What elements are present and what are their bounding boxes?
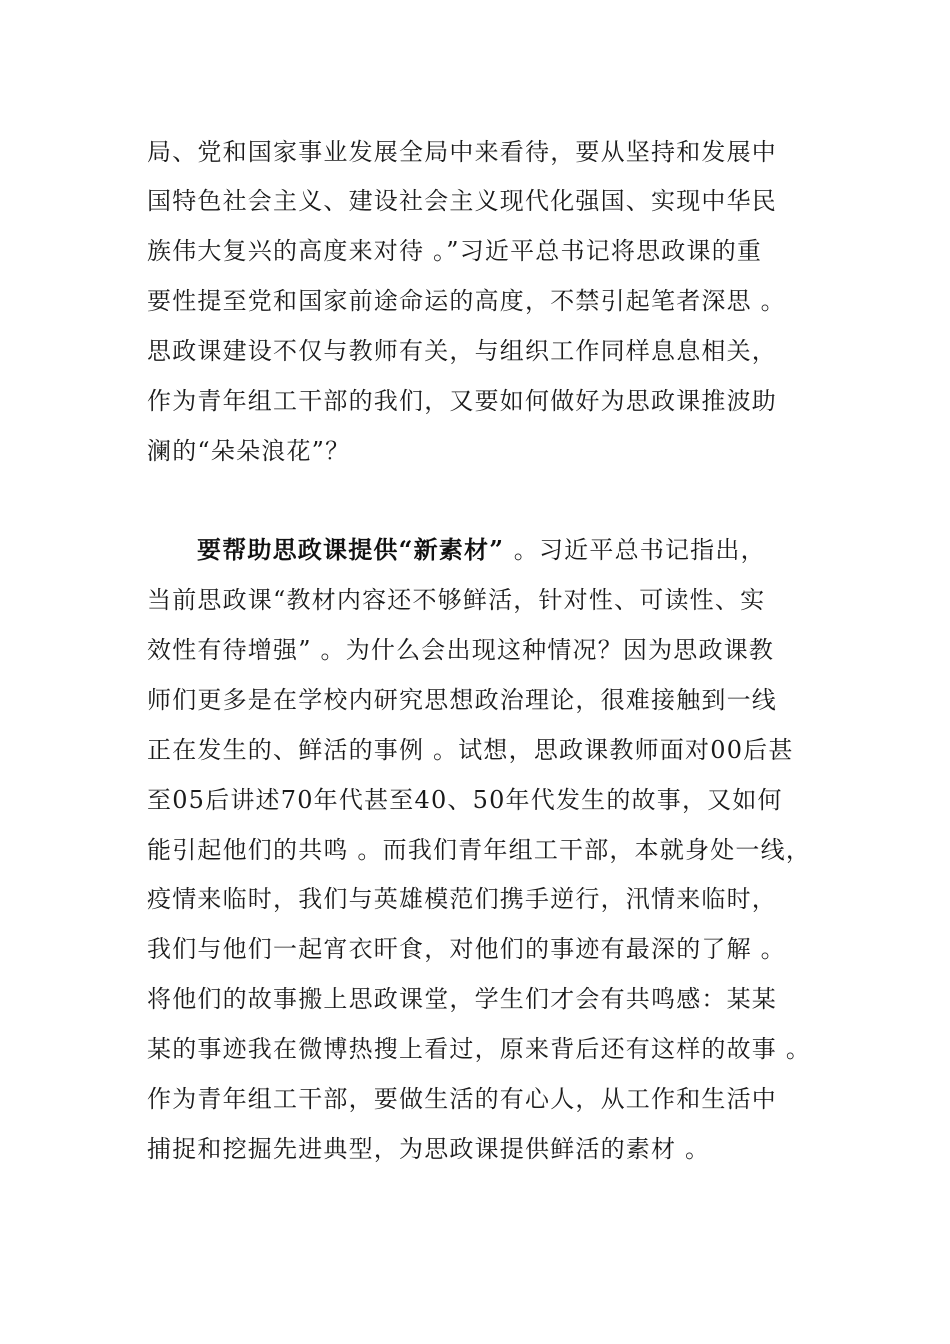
paragraph-1-line-5: 思政课建设不仅与教师有关，与组织工作同样息息相关， [147,337,777,365]
paragraph-1-line-1: 局、党和国家事业发展全局中来看待，要从坚持和发展中 [147,138,777,166]
paragraph-1-line-2: 国特色社会主义、建设社会主义现代化强国、实现中华民 [147,187,777,215]
paragraph-2-line-8: 疫情来临时，我们与英雄模范们携手逆行，汛情来临时， [147,885,777,913]
paragraph-2-line-5: 正在发生的、鲜活的事例 。试想，思政课教师面对00后甚 [147,736,794,764]
paragraph-2-heading: 要帮助思政课提供“新素材” [197,535,514,564]
paragraph-2-line-3: 效性有待增强” 。为什么会出现这种情况？因为思政课教 [147,636,775,664]
paragraph-2-line-6: 至05后讲述70年代甚至40、50年代发生的故事，又如何 [147,786,783,814]
paragraph-1-line-6: 作为青年组工干部的我们，又要如何做好为思政课推波助 [147,387,777,415]
paragraph-2-line-10: 将他们的故事搬上思政课堂，学生们才会有共鸣感：某某 [147,985,777,1013]
paragraph-2-line-12: 作为青年组工干部，要做生活的有心人，从工作和生活中 [147,1085,777,1113]
paragraph-2-line-7: 能引起他们的共鸣 。而我们青年组工干部，本就身处一线， [147,836,812,864]
paragraph-2-line-1 [197,535,766,565]
paragraph-2-line-11: 某的事迹我在微博热搜上看过，原来背后还有这样的故事 。 [147,1035,812,1063]
paragraph-2-line-9: 我们与他们一起宵衣旰食，对他们的事迹有最深的了解 。 [147,935,786,963]
paragraph-2-line-2: 当前思政课“教材内容还不够鲜活，针对性、可读性、实 [147,586,766,614]
paragraph-1-line-3: 族伟大复兴的高度来对待 。”习近平总书记将思政课的重 [147,237,763,265]
paragraph-1-line-7: 澜的“朵朵浪花”？ [147,437,351,465]
paragraph-2-line-13: 捕捉和挖掘先进典型，为思政课提供鲜活的素材 。 [147,1135,711,1163]
paragraph-2-line-4: 师们更多是在学校内研究思想政治理论，很难接触到一线 [147,686,777,714]
paragraph-1-line-4: 要性提至党和国家前途命运的高度，不禁引起笔者深思 。 [147,287,786,315]
paragraph-2-first-line-rest: 。习近平总书记指出， [513,536,766,564]
